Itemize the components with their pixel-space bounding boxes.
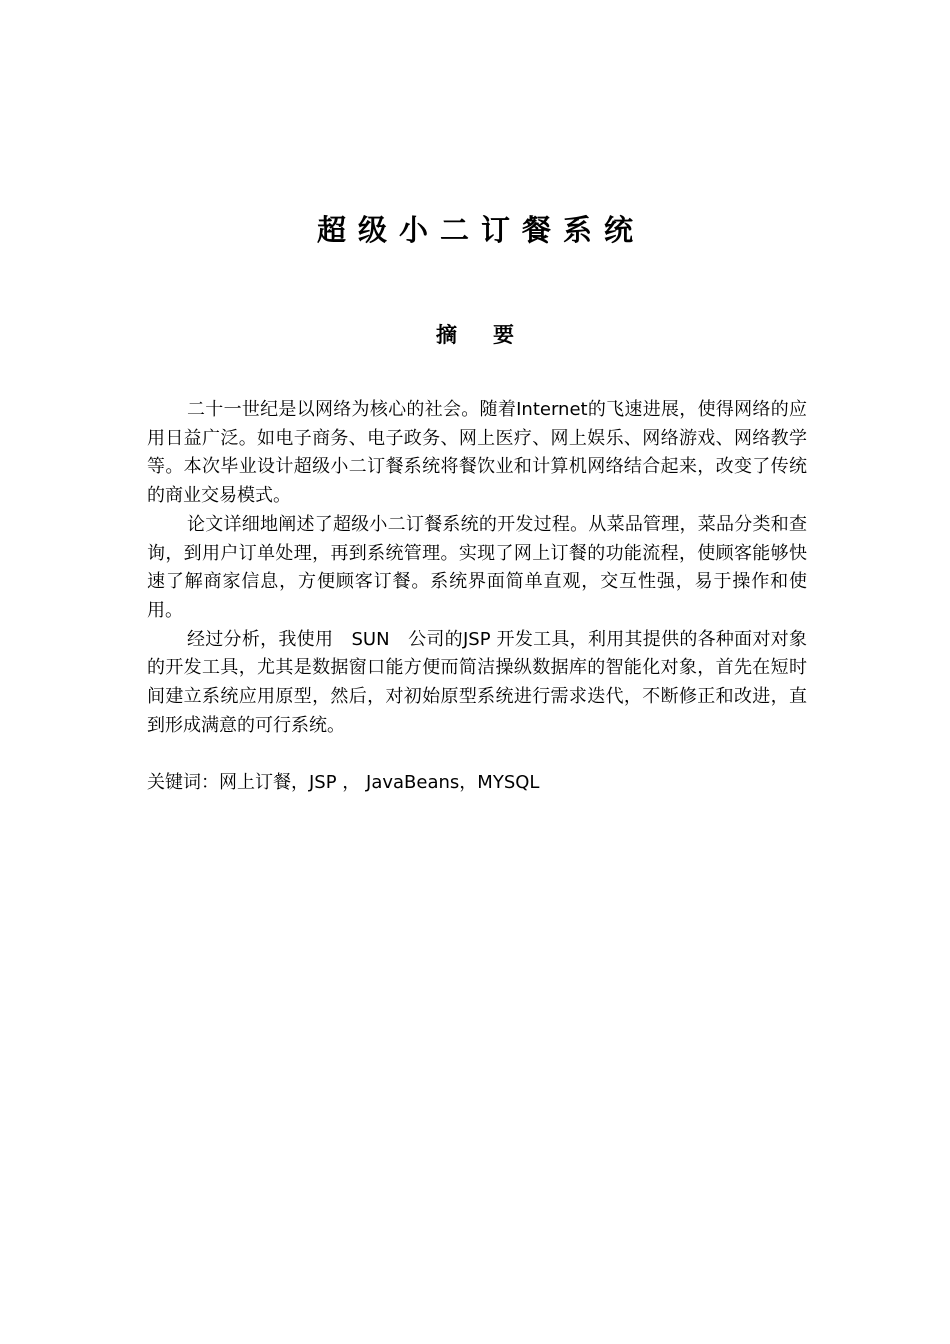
abstract-paragraph-1: 二十一世纪是以网络为核心的社会。随着Internet的飞速进展，使得网络的应用日益广泛。如电子商务、电子政务、网上医疗、网上娱乐、网络游戏、网络教学等。本次毕业设计超级小二订餐系统将餐饮业和计算机网络结合起来，改变了传统的商业交易模式。 xyxy=(147,399,807,507)
abstract-paragraph-3: 经过分析，我使用 SUN 公司的JSP 开发工具，利用其提供的各种面对对象的开发工具，尤其是数据窗口能方便而简洁操纵数据库的智能化对象，首先在短时间建立系统应用原型，然后，对初始原型系统进行需求迭代，不断修正和改进，直到形成满意的可行系统。 xyxy=(147,628,807,736)
abstract-body xyxy=(147,396,807,740)
document-title: 超级小二订餐系统 xyxy=(316,213,645,247)
abstract-paragraph-2: 论文详细地阐述了超级小二订餐系统的开发过程。从菜品管理，菜品分类和查询，到用户订单处理，再到系统管理。实现了网上订餐的功能流程，使顾客能够快速了解商家信息，方便顾客订餐。系统界面简单直观，交互性强，易于操作和使用。 xyxy=(147,513,807,621)
abstract-heading: 摘要 xyxy=(436,323,550,347)
keywords-line: 关键词：网上订餐，JSP ， JavaBeans，MYSQL xyxy=(147,772,540,793)
